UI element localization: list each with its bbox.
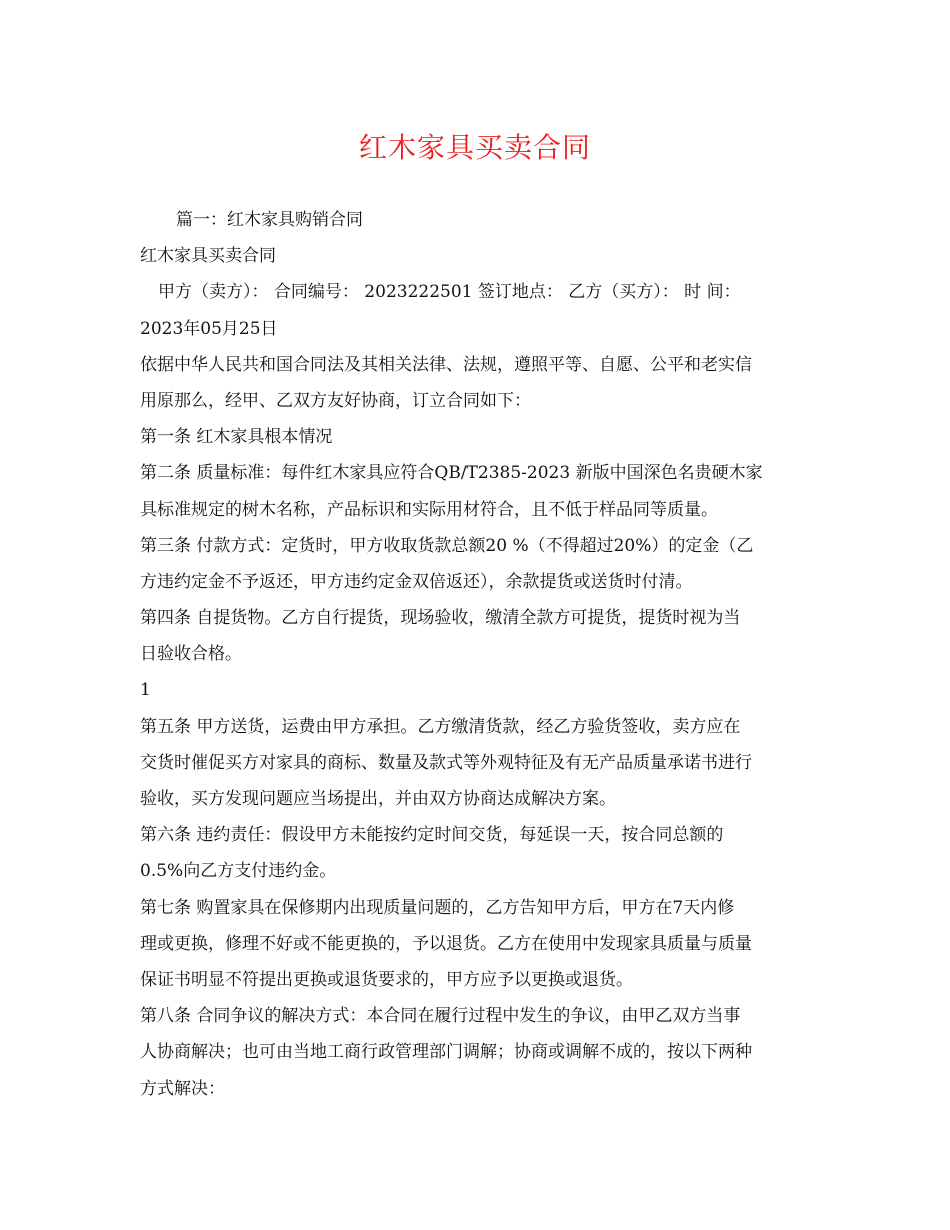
clause-4: 第四条 自提货物。乙方自行提货，现场验收，缴清全款方可提货，提货时视为当 <box>140 608 741 629</box>
section-heading: 篇一：红木家具购销合同 <box>176 210 363 230</box>
clause-7: 第七条 购置家具在保修期内出现质量问题的，乙方告知甲方后，甲方在7天内修 <box>140 897 735 918</box>
paragraph-line: 依据中华人民共和国合同法及其相关法律、法规，遵照平等、自愿、公平和老实信 <box>140 354 752 375</box>
paragraph-line: 交货时催促买方对家具的商标、数量及款式等外观特征及有无产品质量承诺书进行 <box>140 752 752 773</box>
paragraph-line: 用原那么，经甲、乙双方友好协商，订立合同如下： <box>140 390 531 411</box>
paragraph-line: 理或更换，修理不好或不能更换的，予以退货。乙方在使用中发现家具质量与质量 <box>140 933 752 954</box>
paragraph-line: 0.5%向乙方支付违约金。 <box>140 861 337 882</box>
clause-1: 第一条 红木家具根本情况 <box>140 427 333 448</box>
document-body <box>140 202 820 1107</box>
contract-name: 红木家具买卖合同 <box>140 246 276 267</box>
clause-6: 第六条 违约责任：假设甲方未能按约定时间交货，每延误一天，按合同总额的 <box>140 825 724 846</box>
paragraph-line: 人协商解决；也可由当地工商行政管理部门调解；协商或调解不成的，按以下两种 <box>140 1042 752 1063</box>
clause-3: 第三条 付款方式：定货时，甲方收取货款总额20 %（不得超过20%）的定金（乙 <box>140 535 754 556</box>
paragraph-line: 方式解决： <box>140 1078 225 1099</box>
page-number: 1 <box>140 680 151 701</box>
paragraph-line: 验收，买方发现问题应当场提出，并由双方协商达成解决方案。 <box>140 789 616 809</box>
clause-5: 第五条 甲方送货，运费由甲方承担。乙方缴清货款，经乙方验货签收，卖方应在 <box>140 716 741 737</box>
party-info-line: 甲方（卖方）： 合同编号： 2023222501 签订地点： 乙方（买方）： 时 间： <box>158 282 741 303</box>
paragraph-line: 方违约定金不予返还，甲方违约定金双倍返还），余款提货或送货时付清。 <box>140 571 693 592</box>
paragraph-line: 保证书明显不符提出更换或退货要求的，甲方应予以更换或退货。 <box>140 969 633 990</box>
paragraph-line: 具标准规定的树木名称，产品标识和实际用材符合，且不低于样品同等质量。 <box>140 499 718 520</box>
clause-8: 第八条 合同争议的解决方式：本合同在履行过程中发生的争议，由甲乙双方当事 <box>140 1006 741 1027</box>
paragraph-line: 日验收合格。 <box>140 644 242 665</box>
date-line: 2023年05月25日 <box>140 318 278 339</box>
document-title: 红木家具买卖合同 <box>358 131 591 164</box>
clause-2: 第二条 质量标准：每件红木家具应符合QB/T2385-2023 新版中国深色名贵硬木家 <box>140 463 763 484</box>
